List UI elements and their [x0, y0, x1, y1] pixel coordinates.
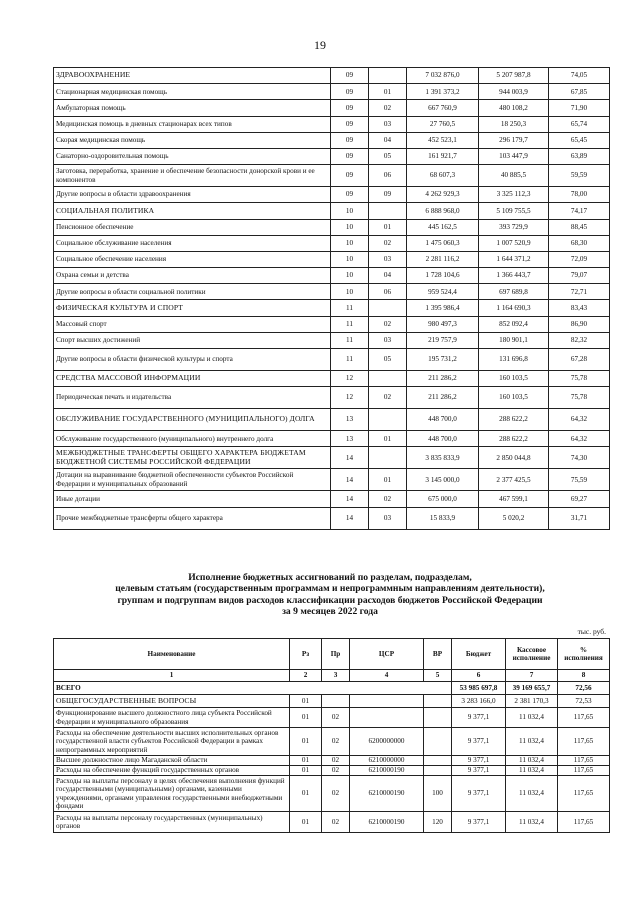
row-plan: 27 760,5 — [407, 116, 479, 132]
heading-line-3: группам и подгруппам видов расходов классификации расходов бюджетов Российской Федерации — [117, 594, 543, 606]
row-pr: 02 — [322, 728, 350, 756]
row-name: Другие вопросы в области социальной политики — [54, 284, 331, 300]
table-row — [54, 371, 610, 387]
row-name: Расходы на обеспечение деятельности высших исполнительных органов государственной власти субъектов Российской Федерации в рамках непрограммных мероприятий — [54, 728, 290, 756]
row-rz: 10 — [331, 235, 369, 251]
table-row — [54, 728, 610, 756]
total-label: ВСЕГО — [54, 682, 452, 695]
row-exec: 18 250,3 — [479, 116, 549, 132]
row-exec: 2 377 425,5 — [479, 469, 549, 491]
row-pct: 117,65 — [558, 766, 610, 776]
row-rz: 10 — [331, 219, 369, 235]
row-pct: 75,59 — [549, 469, 610, 491]
table-row — [54, 284, 610, 300]
column-number-row — [54, 670, 610, 682]
colnum-3: 3 — [322, 670, 350, 682]
row-plan: 219 757,9 — [407, 332, 479, 348]
row-vr — [424, 695, 452, 708]
row-name: Другие вопросы в области здравоохранения — [54, 187, 331, 203]
row-plan: 1 728 104,6 — [407, 268, 479, 284]
table-row — [54, 235, 610, 251]
table-row — [54, 447, 610, 469]
row-rz: 01 — [290, 812, 322, 833]
row-rz: 09 — [331, 165, 369, 187]
table-row — [54, 491, 610, 507]
row-plan: 980 497,3 — [407, 316, 479, 332]
table-row — [54, 766, 610, 776]
row-budget: 3 283 166,0 — [452, 695, 506, 708]
row-pct: 117,65 — [558, 728, 610, 756]
row-pct: 65,45 — [549, 132, 610, 148]
row-budget: 9 377,1 — [452, 776, 506, 812]
row-budget: 9 377,1 — [452, 756, 506, 766]
row-pct: 65,74 — [549, 116, 610, 132]
table-header-row — [54, 639, 610, 670]
row-csr: 6210000190 — [350, 776, 424, 812]
header-exec: Кассовое исполнение — [506, 639, 558, 670]
row-pr: 01 — [369, 219, 407, 235]
row-rz: 09 — [331, 68, 369, 84]
row-exec: 1 164 690,3 — [479, 300, 549, 316]
table-row — [54, 116, 610, 132]
row-exec: 160 103,5 — [479, 371, 549, 387]
row-pct: 117,65 — [558, 776, 610, 812]
row-exec: 5 109 755,5 — [479, 203, 549, 219]
row-plan: 3 145 000,0 — [407, 469, 479, 491]
table-row — [54, 132, 610, 148]
row-plan: 445 162,5 — [407, 219, 479, 235]
table-row — [54, 84, 610, 100]
row-name: Высшее должностное лицо Магаданской области — [54, 756, 290, 766]
row-rz: 09 — [331, 116, 369, 132]
total-row — [54, 682, 610, 695]
row-pct: 75,78 — [549, 371, 610, 387]
row-exec: 103 447,9 — [479, 148, 549, 164]
row-name: Иные дотации — [54, 491, 331, 507]
budget-execution-table — [53, 638, 610, 833]
row-exec: 11 032,4 — [506, 812, 558, 833]
table-row — [54, 332, 610, 348]
row-pr: 03 — [369, 251, 407, 267]
row-rz: 13 — [331, 409, 369, 431]
row-pct: 79,07 — [549, 268, 610, 284]
row-pr: 02 — [322, 776, 350, 812]
row-rz: 01 — [290, 766, 322, 776]
row-name: СОЦИАЛЬНАЯ ПОЛИТИКА — [54, 203, 331, 219]
row-pct: 63,89 — [549, 148, 610, 164]
row-plan: 2 281 116,2 — [407, 251, 479, 267]
row-plan: 3 835 833,9 — [407, 447, 479, 469]
row-name: Социальное обеспечение населения — [54, 251, 331, 267]
row-name: Обслуживание государственного (муниципального) внутреннего долга — [54, 431, 331, 447]
row-exec: 1 644 371,2 — [479, 251, 549, 267]
row-csr — [350, 695, 424, 708]
row-exec: 11 032,4 — [506, 708, 558, 728]
row-name: Расходы на выплаты персоналу государственных (муниципальных) органов — [54, 812, 290, 833]
table-row — [54, 100, 610, 116]
row-pct: 72,71 — [549, 284, 610, 300]
row-rz: 09 — [331, 84, 369, 100]
row-rz: 14 — [331, 507, 369, 529]
row-csr: 6210000000 — [350, 756, 424, 766]
row-pr — [369, 300, 407, 316]
row-exec: 3 325 112,3 — [479, 187, 549, 203]
row-pct: 75,78 — [549, 387, 610, 409]
table-row — [54, 812, 610, 833]
table-row — [54, 219, 610, 235]
row-pr — [369, 68, 407, 84]
row-rz: 11 — [331, 316, 369, 332]
row-pct: 72,53 — [558, 695, 610, 708]
row-pct: 86,90 — [549, 316, 610, 332]
colnum-8: 8 — [558, 670, 610, 682]
header-name: Наименование — [54, 639, 290, 670]
row-pct: 59,59 — [549, 165, 610, 187]
table-row — [54, 349, 610, 371]
row-rz: 01 — [290, 695, 322, 708]
row-rz: 09 — [331, 187, 369, 203]
row-pct: 72,09 — [549, 251, 610, 267]
row-rz: 10 — [331, 251, 369, 267]
colnum-2: 2 — [290, 670, 322, 682]
row-plan: 448 700,0 — [407, 409, 479, 431]
table-row — [54, 165, 610, 187]
row-name: Охрана семьи и детства — [54, 268, 331, 284]
row-exec: 131 696,8 — [479, 349, 549, 371]
row-name: Другие вопросы в области физической культуры и спорта — [54, 349, 331, 371]
row-plan: 667 760,9 — [407, 100, 479, 116]
colnum-7: 7 — [506, 670, 558, 682]
header-rz: Рз — [290, 639, 322, 670]
table-row — [54, 203, 610, 219]
row-pr: 03 — [369, 116, 407, 132]
row-pr: 05 — [369, 148, 407, 164]
row-pct: 67,28 — [549, 349, 610, 371]
row-vr: 100 — [424, 776, 452, 812]
row-exec: 5 207 987,8 — [479, 68, 549, 84]
row-pr: 02 — [322, 812, 350, 833]
row-rz: 10 — [331, 284, 369, 300]
row-exec: 5 020,2 — [479, 507, 549, 529]
row-plan: 195 731,2 — [407, 349, 479, 371]
row-pct: 78,00 — [549, 187, 610, 203]
row-exec: 11 032,4 — [506, 776, 558, 812]
row-exec: 697 689,8 — [479, 284, 549, 300]
row-csr — [350, 708, 424, 728]
row-plan: 15 833,9 — [407, 507, 479, 529]
row-pr: 03 — [369, 507, 407, 529]
table-row — [54, 507, 610, 529]
colnum-1: 1 — [54, 670, 290, 682]
table-row — [54, 187, 610, 203]
row-name: Расходы на выплаты персоналу в целях обеспечения выполнения функций государственными (муниципальными) органами, казенными учреждениями, органами управления государственными внебюджетными фондами — [54, 776, 290, 812]
row-plan: 211 286,2 — [407, 387, 479, 409]
total-pct: 72,56 — [558, 682, 610, 695]
row-vr — [424, 728, 452, 756]
row-csr: 6210000190 — [350, 766, 424, 776]
row-pr — [322, 695, 350, 708]
row-pr: 06 — [369, 165, 407, 187]
row-budget: 9 377,1 — [452, 766, 506, 776]
row-pr: 02 — [369, 100, 407, 116]
row-plan: 959 524,4 — [407, 284, 479, 300]
row-exec: 11 032,4 — [506, 728, 558, 756]
row-name: Амбулаторная помощь — [54, 100, 331, 116]
row-exec: 393 729,9 — [479, 219, 549, 235]
row-name: СРЕДСТВА МАССОВОЙ ИНФОРМАЦИИ — [54, 371, 331, 387]
row-rz: 14 — [331, 447, 369, 469]
row-pr — [369, 203, 407, 219]
row-vr: 120 — [424, 812, 452, 833]
table-row — [54, 148, 610, 164]
row-rz: 13 — [331, 431, 369, 447]
row-name: Скорая медицинская помощь — [54, 132, 331, 148]
row-name: Прочие межбюджетные трансферты общего характера — [54, 507, 331, 529]
row-exec: 944 003,9 — [479, 84, 549, 100]
colnum-5: 5 — [424, 670, 452, 682]
row-pr: 01 — [369, 84, 407, 100]
table-row — [54, 68, 610, 84]
heading-line-4: за 9 месяцев 2022 года — [282, 606, 378, 618]
row-exec: 1 007 520,9 — [479, 235, 549, 251]
row-plan: 211 286,2 — [407, 371, 479, 387]
row-pr: 03 — [369, 332, 407, 348]
row-pr — [369, 409, 407, 431]
row-exec: 467 599,1 — [479, 491, 549, 507]
row-exec: 288 622,2 — [479, 409, 549, 431]
row-name: Дотации на выравнивание бюджетной обеспеченности субъектов Российской Федерации и муниципальных образований — [54, 469, 331, 491]
row-exec: 296 179,7 — [479, 132, 549, 148]
row-name: Спорт высших достижений — [54, 332, 331, 348]
row-exec: 11 032,4 — [506, 756, 558, 766]
row-budget: 9 377,1 — [452, 708, 506, 728]
row-pr: 02 — [322, 766, 350, 776]
row-name: Периодическая печать и издательства — [54, 387, 331, 409]
row-rz: 14 — [331, 491, 369, 507]
row-plan: 675 000,0 — [407, 491, 479, 507]
row-pct: 31,71 — [549, 507, 610, 529]
total-budget: 53 985 697,8 — [452, 682, 506, 695]
row-pr: 02 — [322, 756, 350, 766]
header-csr: ЦСР — [350, 639, 424, 670]
row-pct: 74,30 — [549, 447, 610, 469]
expenditure-sections-table — [53, 67, 610, 530]
row-plan: 452 523,1 — [407, 132, 479, 148]
row-pct: 117,65 — [558, 708, 610, 728]
row-budget: 9 377,1 — [452, 728, 506, 756]
row-rz: 11 — [331, 332, 369, 348]
row-pr — [369, 371, 407, 387]
row-name: ОБСЛУЖИВАНИЕ ГОСУДАРСТВЕННОГО (МУНИЦИПАЛЬНОГО) ДОЛГА — [54, 409, 331, 431]
table-row — [54, 300, 610, 316]
row-vr — [424, 766, 452, 776]
row-rz: 09 — [331, 100, 369, 116]
row-exec: 160 103,5 — [479, 387, 549, 409]
row-csr: 6200000000 — [350, 728, 424, 756]
heading-line-1: Исполнение бюджетных ассигнований по разделам, подразделам, — [188, 572, 472, 583]
row-pct: 69,27 — [549, 491, 610, 507]
row-rz: 01 — [290, 776, 322, 812]
total-exec: 39 169 655,7 — [506, 682, 558, 695]
row-vr — [424, 756, 452, 766]
row-plan: 4 262 929,3 — [407, 187, 479, 203]
row-plan: 7 032 876,0 — [407, 68, 479, 84]
table-row — [54, 387, 610, 409]
table-row — [54, 316, 610, 332]
row-pr — [369, 447, 407, 469]
row-rz: 11 — [331, 300, 369, 316]
row-name: Медицинская помощь в дневных стационарах всех типов — [54, 116, 331, 132]
heading-line-2: целевым статьям (государственным программам и непрограммным направлениям деятельности), — [115, 583, 545, 595]
row-pr: 04 — [369, 132, 407, 148]
row-exec: 852 092,4 — [479, 316, 549, 332]
row-pr: 02 — [369, 491, 407, 507]
row-pct: 67,85 — [549, 84, 610, 100]
row-rz: 09 — [331, 132, 369, 148]
row-plan: 161 921,7 — [407, 148, 479, 164]
row-exec: 11 032,4 — [506, 766, 558, 776]
table-row — [54, 409, 610, 431]
row-pr: 02 — [369, 235, 407, 251]
row-pct: 117,65 — [558, 812, 610, 833]
row-name: МЕЖБЮДЖЕТНЫЕ ТРАНСФЕРТЫ ОБЩЕГО ХАРАКТЕРА БЮДЖЕТАМ БЮДЖЕТНОЙ СИСТЕМЫ РОССИЙСКОЙ ФЕДЕРАЦИИ — [54, 447, 331, 469]
row-budget: 9 377,1 — [452, 812, 506, 833]
row-pr: 02 — [369, 316, 407, 332]
row-name: ОБЩЕГОСУДАРСТВЕННЫЕ ВОПРОСЫ — [54, 695, 290, 708]
row-rz: 10 — [331, 203, 369, 219]
row-pct: 82,32 — [549, 332, 610, 348]
row-rz: 12 — [331, 371, 369, 387]
row-name: Стационарная медицинская помощь — [54, 84, 331, 100]
colnum-6: 6 — [452, 670, 506, 682]
row-name: Массовый спорт — [54, 316, 331, 332]
row-exec: 480 108,2 — [479, 100, 549, 116]
header-pct: % исполнения — [558, 639, 610, 670]
row-exec: 40 885,5 — [479, 165, 549, 187]
row-pct: 88,45 — [549, 219, 610, 235]
row-plan: 68 607,3 — [407, 165, 479, 187]
header-budget: Бюджет — [452, 639, 506, 670]
row-pct: 83,43 — [549, 300, 610, 316]
row-name: Санаторно-оздоровительная помощь — [54, 148, 331, 164]
row-pr: 05 — [369, 349, 407, 371]
row-rz: 01 — [290, 708, 322, 728]
header-pr: Пр — [322, 639, 350, 670]
row-exec: 1 366 443,7 — [479, 268, 549, 284]
table-row — [54, 708, 610, 728]
row-name: Расходы на обеспечение функций государственных органов — [54, 766, 290, 776]
row-pr: 09 — [369, 187, 407, 203]
table-row — [54, 268, 610, 284]
row-name: Функционирование высшего должностного лица субъекта Российской Федерации и муниципального образования — [54, 708, 290, 728]
row-plan: 1 391 373,2 — [407, 84, 479, 100]
row-pr: 06 — [369, 284, 407, 300]
row-pct: 64,32 — [549, 409, 610, 431]
row-name: ЗДРАВООХРАНЕНИЕ — [54, 68, 331, 84]
row-name: Заготовка, переработка, хранение и обеспечение безопасности донорской крови и ее компонентов — [54, 165, 331, 187]
row-name: Пенсионное обеспечение — [54, 219, 331, 235]
row-pr: 01 — [369, 469, 407, 491]
row-exec: 288 622,2 — [479, 431, 549, 447]
row-rz: 14 — [331, 469, 369, 491]
row-rz: 09 — [331, 148, 369, 164]
row-rz: 01 — [290, 728, 322, 756]
row-pct: 64,32 — [549, 431, 610, 447]
row-csr: 6210000190 — [350, 812, 424, 833]
row-plan: 1 395 986,4 — [407, 300, 479, 316]
row-pr: 02 — [322, 708, 350, 728]
table-row — [54, 431, 610, 447]
page-number: 19 — [314, 38, 326, 52]
row-exec: 180 901,1 — [479, 332, 549, 348]
table-row — [54, 251, 610, 267]
table-row — [54, 776, 610, 812]
row-vr — [424, 708, 452, 728]
row-plan: 6 888 968,0 — [407, 203, 479, 219]
row-pct: 71,90 — [549, 100, 610, 116]
row-plan: 1 475 060,3 — [407, 235, 479, 251]
table-row — [54, 469, 610, 491]
row-rz: 10 — [331, 268, 369, 284]
row-pct: 68,30 — [549, 235, 610, 251]
row-pr: 01 — [369, 431, 407, 447]
unit-label: тыс. руб. — [577, 627, 606, 636]
row-plan: 448 700,0 — [407, 431, 479, 447]
header-vr: ВР — [424, 639, 452, 670]
row-rz: 12 — [331, 387, 369, 409]
row-exec: 2 381 170,3 — [506, 695, 558, 708]
row-pct: 117,65 — [558, 756, 610, 766]
colnum-4: 4 — [350, 670, 424, 682]
row-rz: 11 — [331, 349, 369, 371]
row-exec: 2 850 044,8 — [479, 447, 549, 469]
row-name: ФИЗИЧЕСКАЯ КУЛЬТУРА И СПОРТ — [54, 300, 331, 316]
row-pr: 02 — [369, 387, 407, 409]
row-pct: 74,05 — [549, 68, 610, 84]
section-heading — [40, 572, 620, 618]
table-row — [54, 695, 610, 708]
row-name: Социальное обслуживание населения — [54, 235, 331, 251]
row-rz: 01 — [290, 756, 322, 766]
row-pct: 74,17 — [549, 203, 610, 219]
table-row — [54, 756, 610, 766]
row-pr: 04 — [369, 268, 407, 284]
